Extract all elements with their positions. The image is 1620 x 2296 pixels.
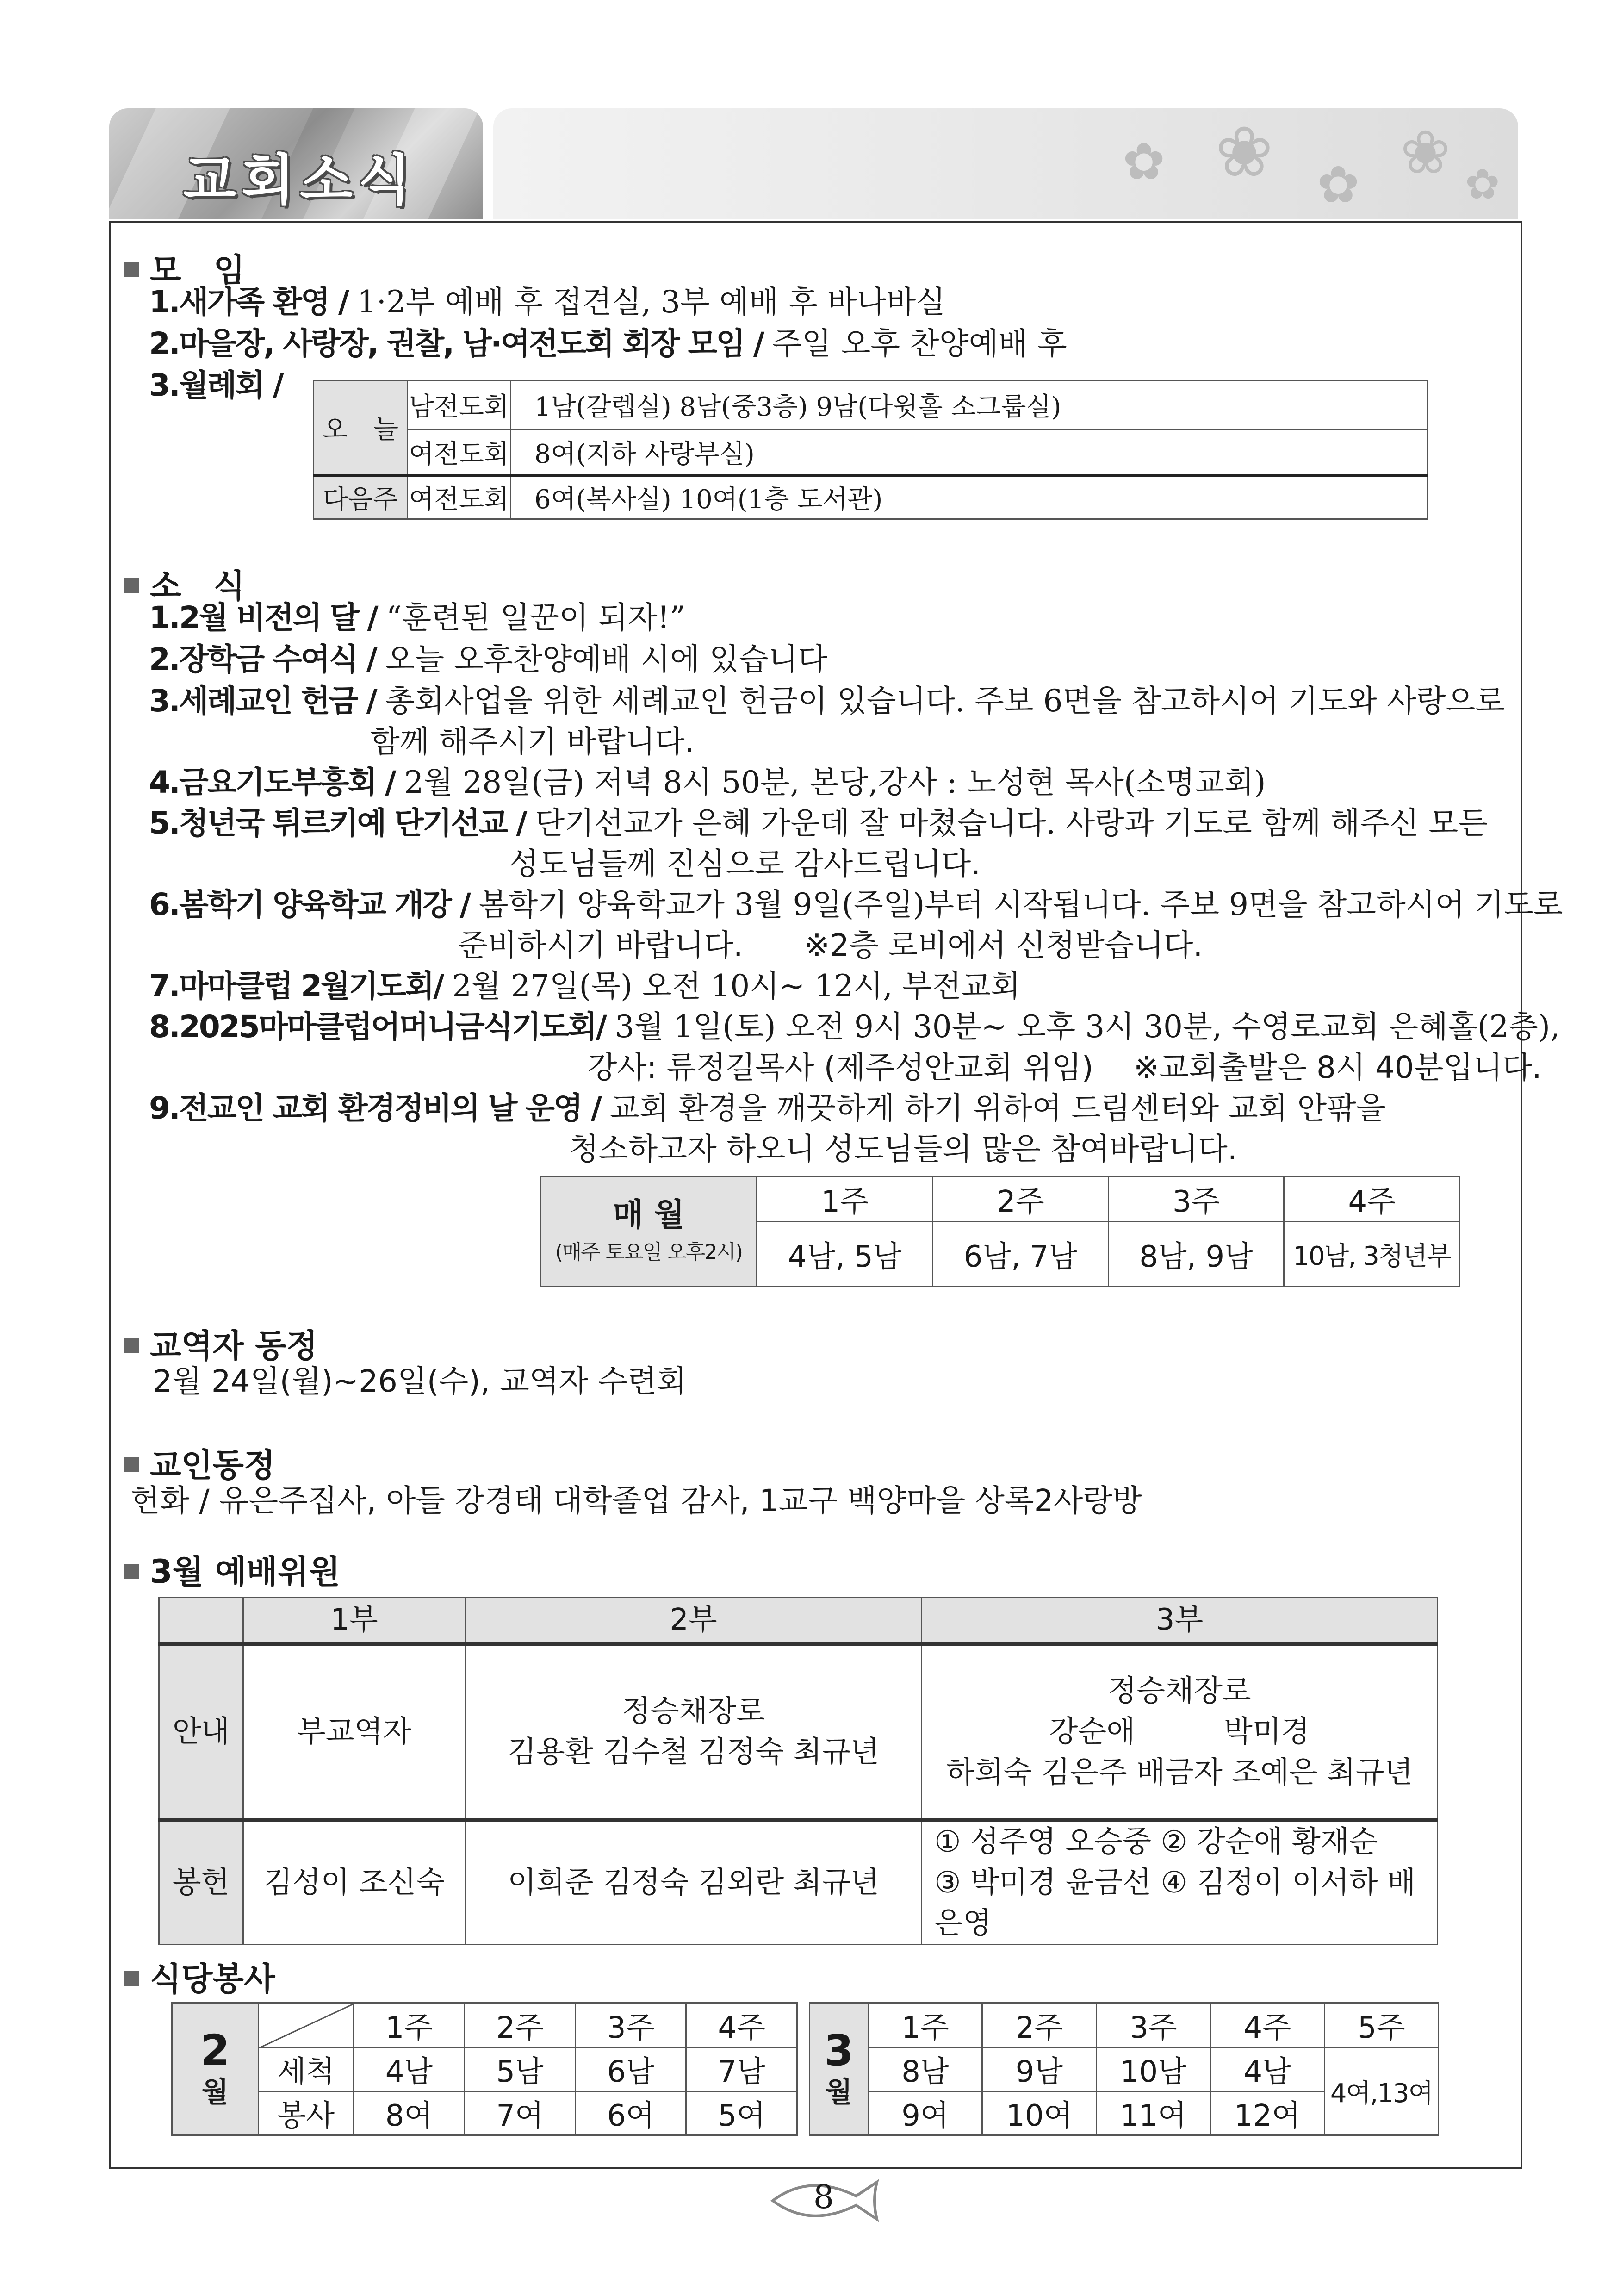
kitchen-cell: 4남 xyxy=(354,2047,465,2091)
kitchen-cell: 11여 xyxy=(1096,2091,1210,2135)
section-header-tab xyxy=(109,108,483,219)
news-item: 4.금요기도부흥회 / 2월 28일(금) 저녁 8시 50분, 본당,강사 : 노성현 목사(소명교회) xyxy=(149,765,1266,800)
week-header: 3주 xyxy=(1108,1176,1284,1222)
cleanup-group: 8남, 9남 xyxy=(1108,1222,1284,1287)
guide-line: 강순애 박미경 xyxy=(1049,1714,1310,1749)
flower-icon: ❀ xyxy=(1400,117,1451,187)
guide-cell xyxy=(922,1644,1438,1820)
week-header: 2주 xyxy=(982,2003,1096,2047)
diagonal-corner xyxy=(258,2003,354,2047)
news-item-continuation: 준비하시기 바랍니다. ※2층 로비에서 신청받습니다. xyxy=(458,927,1203,963)
news-item: 5.청년국 튀르키예 단기선교 / 단기선교가 은혜 가운데 잘 마쳤습니다. 사랑과 기도로 함께 해주신 모든 xyxy=(149,805,1488,841)
week-header: 2주 xyxy=(933,1176,1109,1222)
news-item-continuation: 함께 해주시기 바랍니다. xyxy=(370,724,695,759)
page-number: 8 xyxy=(813,2178,834,2216)
monthly-sublabel: (매주 토요일 오후2시) xyxy=(555,1240,742,1264)
ministers-heading: 교역자 동정 xyxy=(124,1320,317,1367)
kitchen-cell: 7남 xyxy=(686,2047,797,2091)
flower-icon: ❀ xyxy=(1215,112,1273,193)
offering-cell: 김성이 조신숙 xyxy=(243,1820,466,1945)
week-header: 2주 xyxy=(465,2003,576,2047)
week-header: 1주 xyxy=(354,2003,465,2047)
cleanup-group: 4남, 5남 xyxy=(757,1222,933,1287)
month-unit: 월 xyxy=(825,2076,852,2109)
kitchen-cell: 6여 xyxy=(575,2091,686,2135)
kitchen-cell: 10여 xyxy=(982,2091,1096,2135)
month-number: 3 xyxy=(824,2025,854,2075)
kitchen-cell: 6남 xyxy=(575,2047,686,2091)
square-bullet-icon xyxy=(124,262,139,277)
february-kitchen-table xyxy=(171,2002,798,2136)
guide-line: 정승채장로 xyxy=(1108,1674,1251,1708)
week-header: 4주 xyxy=(686,2003,797,2047)
monthly-label: 매 월 xyxy=(613,1196,685,1233)
kitchen-cell: 9남 xyxy=(982,2047,1096,2091)
meeting-item: 2.마을장, 사랑장, 권찰, 남·여전도회 회장 모임 / 주일 오후 찬양예배 후 xyxy=(149,326,1067,361)
offering-cell xyxy=(922,1820,1438,1945)
news-heading: 소 식 xyxy=(124,560,245,607)
places-cell: 6여(복사실) 10여(1층 도서관) xyxy=(511,476,1428,519)
next-week-label: 다음주 xyxy=(314,476,408,519)
square-bullet-icon xyxy=(124,1457,139,1472)
square-bullet-icon xyxy=(124,1971,139,1986)
offering-cell: 이희준 김정숙 김외란 최규년 xyxy=(466,1820,922,1945)
kitchen-cell: 7여 xyxy=(465,2091,576,2135)
meeting-item: 3.월례회 / xyxy=(149,367,283,403)
week-header: 5주 xyxy=(1324,2003,1438,2047)
page-title: 교회소식 xyxy=(183,148,416,212)
members-text: 헌화 / 유은주집사, 아들 강경태 대학졸업 감사, 1교구 백양마을 상록2사랑방 xyxy=(130,1483,1142,1518)
meeting-item: 1.새가족 환영 / 1·2부 예배 후 접견실, 3부 예배 후 바나바실 xyxy=(149,284,945,320)
group-cell: 여전도회 xyxy=(408,476,511,519)
kitchen-cell: 5여 xyxy=(686,2091,797,2135)
service-header: 3부 xyxy=(922,1598,1438,1644)
news-item: 7.마마클럽 2월기도회/ 2월 27일(목) 오전 10시~ 12시, 부전교회 xyxy=(149,968,1020,1004)
members-heading: 교인동정 xyxy=(124,1439,275,1486)
kitchen-heading: 식당봉사 xyxy=(124,1953,275,2000)
guide-cell xyxy=(466,1644,922,1820)
today-label: 오 늘 xyxy=(314,380,408,476)
kitchen-cell: 5남 xyxy=(465,2047,576,2091)
service-header: 2부 xyxy=(466,1598,922,1644)
week-header: 4주 xyxy=(1284,1176,1460,1222)
news-item: 8.2025마마클럽어머니금식기도회/ 3월 1일(토) 오전 9시 30분~ 오후 3시 30분, 수영로교회 은혜홀(2층), xyxy=(149,1009,1560,1045)
kitchen-cell: 4여,13여 xyxy=(1324,2047,1438,2135)
kitchen-cell: 8여 xyxy=(354,2091,465,2135)
worship-committee-table xyxy=(158,1597,1438,1945)
kitchen-cell: 12여 xyxy=(1210,2091,1324,2135)
news-item: 1.2월 비전의 달 / “훈련된 일꾼이 되자!” xyxy=(149,600,685,635)
group-cell: 남전도회 xyxy=(408,380,511,429)
week-header: 1주 xyxy=(868,2003,982,2047)
kitchen-cell: 8남 xyxy=(868,2047,982,2091)
cleanup-group: 10남, 3청년부 xyxy=(1284,1222,1460,1287)
guide-line: 김용환 김수철 김정숙 최규년 xyxy=(508,1735,879,1769)
square-bullet-icon xyxy=(124,578,139,593)
kitchen-cell: 10남 xyxy=(1096,2047,1210,2091)
cleanup-group: 6남, 7남 xyxy=(933,1222,1109,1287)
kitchen-cell: 4남 xyxy=(1210,2047,1324,2091)
flower-icon: ✿ xyxy=(1123,132,1166,191)
news-item-continuation: 청소하고자 하오니 성도님들의 많은 참여바랍니다. xyxy=(569,1131,1237,1167)
month-cell xyxy=(810,2003,869,2135)
page-number-badge xyxy=(768,2175,884,2226)
news-item: 2.장학금 수여식 / 오늘 오후찬양예배 시에 있습니다 xyxy=(149,641,828,677)
group-cell: 여전도회 xyxy=(408,429,511,476)
offering-line: ① 성주영 오승중 ② 강순애 황재순 xyxy=(934,1824,1378,1859)
news-item: 9.전교인 교회 환경정비의 날 운영 / 교회 환경을 깨끗하게 하기 위하여 드림센터와 교회 안팎을 xyxy=(149,1090,1386,1126)
square-bullet-icon xyxy=(124,1338,139,1353)
march-kitchen-table xyxy=(809,2002,1439,2136)
cleanup-schedule-table xyxy=(540,1176,1460,1287)
week-header: 3주 xyxy=(1096,2003,1210,2047)
row-label: 봉사 xyxy=(258,2091,354,2135)
monthly-meeting-table xyxy=(313,380,1428,520)
places-cell: 8여(지하 사랑부실) xyxy=(511,429,1428,476)
news-item: 6.봄학기 양육학교 개강 / 봄학기 양육학교가 3월 9일(주일)부터 시작됩니다. 주보 9면을 참고하시어 기도로 xyxy=(149,887,1563,922)
places-cell: 1남(갈렙실) 8남(중3층) 9남(다윗홀 소그룹실) xyxy=(511,380,1428,429)
news-item: 3.세례교인 헌금 / 총회사업을 위한 세례교인 헌금이 있습니다. 주보 6면을 참고하시어 기도와 사랑으로 xyxy=(149,683,1505,719)
monthly-label-cell xyxy=(540,1176,757,1287)
header-decoration-band xyxy=(493,108,1518,219)
offering-label: 봉헌 xyxy=(159,1820,243,1945)
diagonal-line-icon xyxy=(259,2004,354,2048)
month-unit: 월 xyxy=(201,2076,229,2109)
news-item-continuation: 성도님들께 진심으로 감사드립니다. xyxy=(509,846,981,882)
guide-cell: 부교역자 xyxy=(243,1644,466,1820)
flower-icon: ✿ xyxy=(1465,160,1500,209)
square-bullet-icon xyxy=(124,1564,139,1579)
worship-heading: 3월 예배위원 xyxy=(124,1546,340,1593)
month-cell xyxy=(172,2003,259,2135)
guide-line: 하희숙 김은주 배금자 조예은 최규년 xyxy=(946,1755,1413,1790)
corner-cell xyxy=(159,1598,243,1644)
week-header: 3주 xyxy=(575,2003,686,2047)
offering-line: ③ 박미경 윤금선 ④ 김정이 이서하 배은영 xyxy=(934,1865,1416,1941)
kitchen-cell: 9여 xyxy=(868,2091,982,2135)
row-label: 세척 xyxy=(258,2047,354,2091)
news-item-continuation: 강사: 류정길목사 (제주성안교회 위임) ※교회출발은 8시 40분입니다. xyxy=(588,1050,1542,1085)
flower-icon: ✿ xyxy=(1317,155,1360,214)
ministers-text: 2월 24일(월)~26일(수), 교역자 수련회 xyxy=(153,1363,687,1399)
guide-line: 정승채장로 xyxy=(621,1694,765,1729)
service-header: 1부 xyxy=(243,1598,466,1644)
week-header: 4주 xyxy=(1210,2003,1324,2047)
meetings-heading: 모 임 xyxy=(124,244,245,291)
guide-label: 안내 xyxy=(159,1644,243,1820)
month-number: 2 xyxy=(200,2025,230,2075)
week-header: 1주 xyxy=(757,1176,933,1222)
